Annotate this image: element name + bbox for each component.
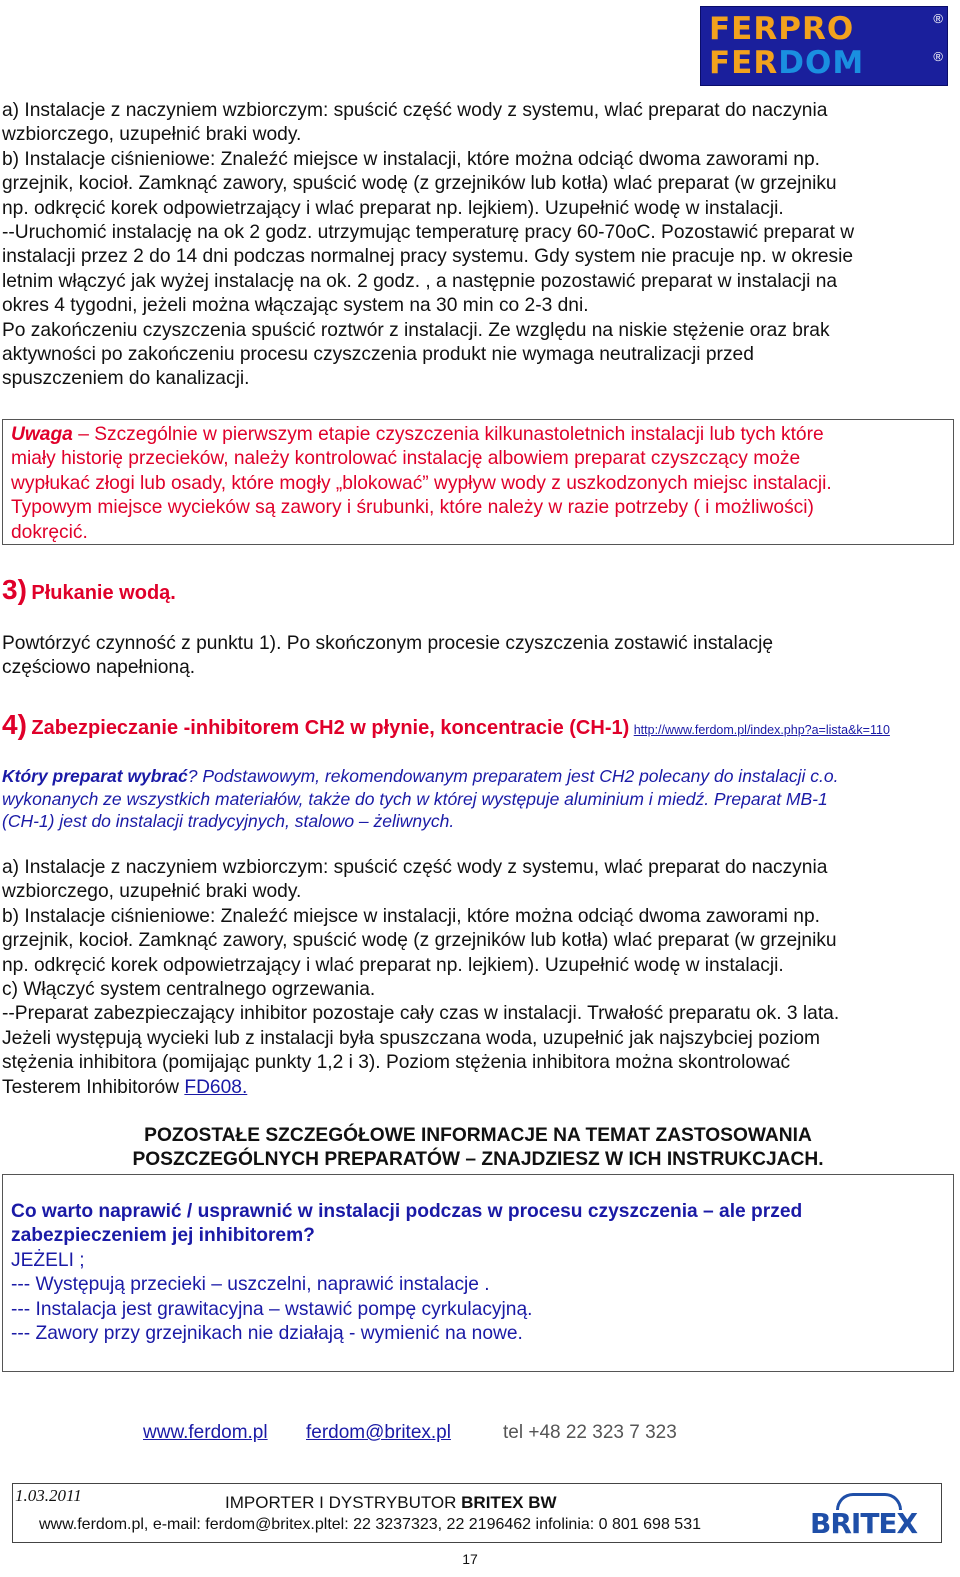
text-line: wykonanych ze wszystkich materiałów, także do tych w której występuje aluminium i miedź. Preparat MB-1 <box>2 788 828 809</box>
preparat-choice-note <box>2 765 839 833</box>
footer-date: 1.03.2011 <box>15 1486 82 1505</box>
section-title: Zabezpieczanie -inhibitorem CH2 w płynie, koncentracie (CH-1) <box>31 717 630 739</box>
text-line: --Uruchomić instalację na ok 2 godz. utrzymując temperaturę pracy 60-70oC. Pozostawić preparat w <box>2 222 855 244</box>
if-label: JEŻELI ; <box>11 1249 85 1271</box>
repair-question: Co warto naprawić / usprawnić w instalacji podczas w procesu czyszczenia – ale przed <box>11 1201 803 1222</box>
text-line: (CH-1) jest do instalacji tradycyjnych, stalowo – żeliwnych. <box>2 811 455 831</box>
text-line: stężenia inhibitora (pomijając punkty 1,2 i 3). Poziom stężenia inhibitora można skontrolować <box>2 1052 791 1074</box>
logo-line-ferdom: FERDOM <box>709 45 865 81</box>
text-line: wypłukać złogi lub osady, które mogły „blokować” wypływ wody z uszkodzonych miejsc instalacji. <box>11 472 832 494</box>
text-line: instalacji przez 2 do 14 dni podczas normalnej pracy systemu. Gdy system nie pracuje np. w okresie <box>2 246 854 268</box>
text-line: ? Podstawowym, rekomendowanym preparatem jest CH2 polecany do instalacji c.o. <box>187 766 839 786</box>
section-4-link[interactable]: http://www.ferdom.pl/index.php?a=lista&k=110 <box>633 723 890 737</box>
text-line: a) Instalacje z naczyniem wzbiorczym: spuścić część wody z systemu, wlać preparat do naczynia <box>2 100 828 121</box>
repair-question: zabezpieczeniem jej inhibitorem? <box>11 1225 315 1247</box>
text-line: dokręcić. <box>11 521 88 543</box>
text-line: wzbiorczego, uzupełnić braki wody. <box>2 881 302 903</box>
text-line: grzejnik, kocioł. Zamknąć zawory, spuścić wodę (z grzejników lub kotła) wlać preparat (w grzejniku <box>2 173 837 195</box>
intro-instructions <box>2 99 952 392</box>
britex-wordmark: BRITEX <box>810 1507 918 1540</box>
britex-logo <box>806 1493 922 1539</box>
text-line: Jeżeli występują wycieki lub z instalacji była spuszczana woda, uzupełnić jak najszybciej poziom <box>2 1027 820 1049</box>
page-number: 17 <box>462 1551 478 1567</box>
text-line: POSZCZEGÓLNYCH PREPARATÓW – ZNAJDZIESZ W ICH INSTRUKCJACH. <box>132 1149 824 1171</box>
email-link[interactable]: ferdom@britex.pl <box>306 1422 451 1443</box>
text-line: miały historię przecieków, należy kontrolować instalację albowiem preparat czyszczący może <box>11 448 801 470</box>
repair-tips-box <box>2 1174 954 1372</box>
section-title: Płukanie wodą. <box>31 582 176 604</box>
list-item: --- Instalacja jest grawitacyjna – wstawić pompę cyrkulacyjną. <box>11 1298 533 1320</box>
text-line: --Preparat zabezpieczający inhibitor pozostaje cały czas w instalacji. Trwałość preparatu ok. 3 lata. <box>2 1003 840 1025</box>
registered-mark: ® <box>933 49 943 64</box>
text-line: okres 4 tygodni, jeżeli można włączając system na 30 min co 2-3 dni. <box>2 295 589 317</box>
text-line: b) Instalacje ciśnieniowe: Znaleźć miejsce w instalacji, które można odciąć dwoma zaworami np. <box>2 148 820 170</box>
registered-mark: ® <box>933 11 943 26</box>
text-line: np. odkręcić korek odpowietrzający i wlać preparat np. lejkiem). Uzupełnić wodę w instalacji. <box>2 197 784 219</box>
text-line: Po zakończeniu czyszczenia spuścić roztwór z instalacji. Ze względu na niskie stężenie oraz brak <box>2 319 830 341</box>
section-3-text <box>2 632 952 681</box>
text-line: np. odkręcić korek odpowietrzający i wlać preparat np. lejkiem). Uzupełnić wodę w instalacji. <box>2 954 784 976</box>
text-line: Typowym miejsce wycieków są zawory i śrubunki, które należy w razie potrzeby ( i możliwości) <box>11 497 814 519</box>
section-number: 3) <box>2 574 27 605</box>
warning-box <box>2 419 954 545</box>
text-line: c) Włączyć system centralnego ogrzewania. <box>2 979 376 1001</box>
text-line: letnim włączyć jak wyżej instalację na ok. 2 godz. , a następnie pozostawić preparat w instalacji na <box>2 270 838 292</box>
ferpro-ferdom-logo <box>700 6 948 86</box>
phone-number: tel +48 22 323 7 323 <box>503 1422 677 1443</box>
text-line: b) Instalacje ciśnieniowe: Znaleźć miejsce w instalacji, które można odciąć dwoma zaworami np. <box>2 905 820 927</box>
section-4-instructions <box>2 856 952 1100</box>
tester-link[interactable]: FD608. <box>184 1076 248 1098</box>
text-line: aktywności po zakończeniu procesu czyszczenia produkt nie wymaga neutralizacji przed <box>2 344 754 366</box>
text-line: Powtórzyć czynność z punktu 1). Po skończonym procesie czyszczenia zostawić instalację <box>2 633 774 654</box>
text-line: częściowo napełnioną. <box>2 657 196 679</box>
section-number: 4) <box>2 709 27 740</box>
list-item: --- Zawory przy grzejnikach nie działają - wymienić na nowe. <box>11 1323 523 1345</box>
warning-label: Uwaga <box>11 424 73 445</box>
logo-line-ferpro: FERPRO <box>709 11 855 47</box>
text-line: spuszczeniem do kanalizacji. <box>2 368 250 390</box>
footer-contacts: www.ferdom.pl, e-mail: ferdom@britex.pltel: 22 3237323, 22 2196462 infolinia: 0 801 698 531 <box>39 1516 701 1533</box>
list-item: --- Występują przecieki – uszczelni, naprawić instalacje . <box>11 1274 490 1296</box>
page-footer <box>12 1483 942 1543</box>
text-line: grzejnik, kocioł. Zamknąć zawory, spuścić wodę (z grzejników lub kotła) wlać preparat (w grzejniku <box>2 930 837 952</box>
text-line: Testerem Inhibitorów <box>2 1076 185 1098</box>
section-3-heading <box>2 574 176 606</box>
text-line: – Szczególnie w pierwszym etapie czyszczenia kilkunastoletnich instalacji lub tych które <box>72 424 824 445</box>
importer-name: BRITEX BW <box>461 1493 557 1512</box>
text-line: POZOSTAŁE SZCZEGÓŁOWE INFORMACJE NA TEMAT ZASTOSOWANIA <box>144 1125 812 1146</box>
instructions-notice <box>0 1124 956 1173</box>
section-4-heading <box>2 709 890 741</box>
website-link[interactable]: www.ferdom.pl <box>143 1422 268 1443</box>
text-line: a) Instalacje z naczyniem wzbiorczym: spuścić część wody z systemu, wlać preparat do naczynia <box>2 857 828 878</box>
question-label: Który preparat wybrać <box>2 766 188 786</box>
importer-label: IMPORTER I DYSTRYBUTOR BRITEX BW <box>225 1493 557 1512</box>
text-line: wzbiorczego, uzupełnić braki wody. <box>2 124 302 146</box>
